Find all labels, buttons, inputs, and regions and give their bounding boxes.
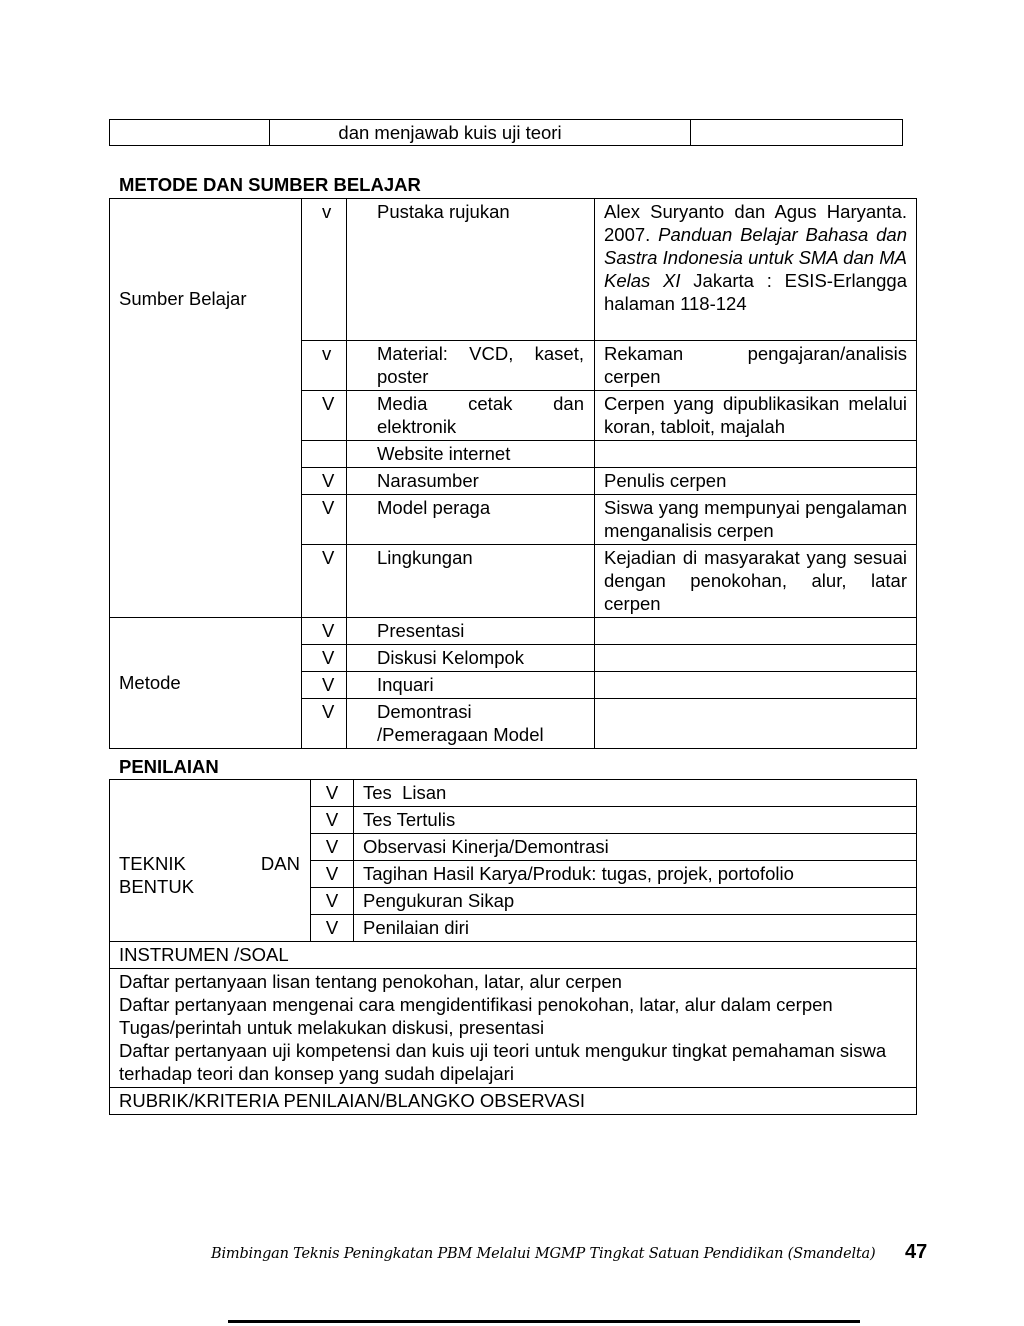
method-description bbox=[595, 699, 917, 749]
method-item: Presentasi bbox=[347, 618, 595, 645]
table-cell bbox=[691, 120, 903, 146]
check-mark: V bbox=[311, 888, 354, 915]
source-description bbox=[595, 441, 917, 468]
page-number: 47 bbox=[905, 1241, 928, 1263]
assessment-item: Tes Lisan bbox=[354, 780, 917, 807]
table-row bbox=[110, 942, 917, 969]
instrumen-label: INSTRUMEN /SOAL bbox=[110, 942, 917, 969]
assessment-item: Tes Tertulis bbox=[354, 807, 917, 834]
table-row bbox=[110, 780, 917, 807]
check-mark: v bbox=[302, 341, 347, 391]
section-heading-metode-sumber: METODE DAN SUMBER BELAJAR bbox=[119, 174, 421, 195]
check-mark: V bbox=[311, 834, 354, 861]
table-row bbox=[110, 618, 917, 645]
assessment-item: Tagihan Hasil Karya/Produk: tugas, projek, portofolio bbox=[354, 861, 917, 888]
metode-sumber-table bbox=[109, 198, 917, 749]
table-row bbox=[110, 969, 917, 1088]
source-item: Website internet bbox=[347, 441, 595, 468]
teknik-label-line: BENTUK bbox=[119, 875, 195, 897]
instrumen-content bbox=[110, 969, 917, 1088]
check-mark: V bbox=[302, 645, 347, 672]
sumber-belajar-label: Sumber Belajar bbox=[110, 199, 302, 618]
check-mark: V bbox=[302, 468, 347, 495]
assessment-item: Observasi Kinerja/Demontrasi bbox=[354, 834, 917, 861]
source-item: Material: VCD, kaset, poster bbox=[347, 341, 595, 391]
table-row bbox=[110, 199, 917, 341]
check-mark: V bbox=[302, 391, 347, 441]
check-mark: V bbox=[302, 699, 347, 749]
check-mark bbox=[302, 441, 347, 468]
continuation-table bbox=[109, 119, 903, 146]
method-item: Demontrasi /Pemeragaan Model bbox=[347, 699, 595, 749]
assessment-item: Penilaian diri bbox=[354, 915, 917, 942]
rubrik-label: RUBRIK/KRITERIA PENILAIAN/BLANGKO OBSERVASI bbox=[110, 1088, 917, 1115]
method-description bbox=[595, 618, 917, 645]
source-description: Kejadian di masyarakat yang sesuai dengan penokohan, alur, latar cerpen bbox=[595, 545, 917, 618]
instrumen-line: Tugas/perintah untuk melakukan diskusi, presentasi bbox=[119, 1017, 545, 1038]
table-row bbox=[110, 120, 903, 146]
check-mark: V bbox=[302, 545, 347, 618]
source-item: Narasumber bbox=[347, 468, 595, 495]
check-mark: V bbox=[311, 780, 354, 807]
source-description: Alex Suryanto dan Agus Haryanta. 2007. Panduan Belajar Bahasa dan Sastra Indonesia untuk SMA dan MA Kelas XI Jakarta : ESIS-Erlangga halaman 118-124 bbox=[595, 199, 917, 341]
footer-rule bbox=[228, 1320, 860, 1323]
assessment-item: Pengukuran Sikap bbox=[354, 888, 917, 915]
table-cell bbox=[110, 120, 270, 146]
source-item: Media cetak dan elektronik bbox=[347, 391, 595, 441]
check-mark: V bbox=[302, 495, 347, 545]
method-description bbox=[595, 645, 917, 672]
source-item: Lingkungan bbox=[347, 545, 595, 618]
check-mark: V bbox=[311, 915, 354, 942]
source-description: Siswa yang mempunyai pengalaman menganalisis cerpen bbox=[595, 495, 917, 545]
table-row bbox=[110, 1088, 917, 1115]
method-description bbox=[595, 672, 917, 699]
table-cell: dan menjawab kuis uji teori bbox=[270, 120, 691, 146]
check-mark: v bbox=[302, 199, 347, 341]
metode-label: Metode bbox=[110, 618, 302, 749]
source-item: Pustaka rujukan bbox=[347, 199, 595, 341]
check-mark: V bbox=[311, 861, 354, 888]
source-description: Rekaman pengajaran/analisis cerpen bbox=[595, 341, 917, 391]
check-mark: V bbox=[302, 618, 347, 645]
penilaian-table bbox=[109, 779, 917, 1115]
instrumen-line: Daftar pertanyaan lisan tentang penokohan, latar, alur cerpen bbox=[119, 971, 622, 992]
teknik-label-line: TEKNIK DAN bbox=[119, 852, 300, 874]
section-heading-penilaian: PENILAIAN bbox=[119, 756, 219, 777]
method-item: Diskusi Kelompok bbox=[347, 645, 595, 672]
instrumen-line: Daftar pertanyaan uji kompetensi dan kuis uji teori untuk mengukur tingkat pemahaman siswa terhadap teori dan konsep yang sudah dipelajari bbox=[119, 1040, 887, 1084]
teknik-bentuk-label bbox=[110, 780, 311, 942]
check-mark: V bbox=[302, 672, 347, 699]
instrumen-line: Daftar pertanyaan mengenai cara mengidentifikasi penokohan, latar, alur dalam cerpen bbox=[119, 994, 833, 1015]
source-description: Penulis cerpen bbox=[595, 468, 917, 495]
page-footer-text: Bimbingan Teknis Peningkatan PBM Melalui MGMP Tingkat Satuan Pendidikan (Smandelta) bbox=[211, 1246, 876, 1262]
check-mark: V bbox=[311, 807, 354, 834]
source-description: Cerpen yang dipublikasikan melalui koran, tabloit, majalah bbox=[595, 391, 917, 441]
source-item: Model peraga bbox=[347, 495, 595, 545]
method-item: Inquari bbox=[347, 672, 595, 699]
